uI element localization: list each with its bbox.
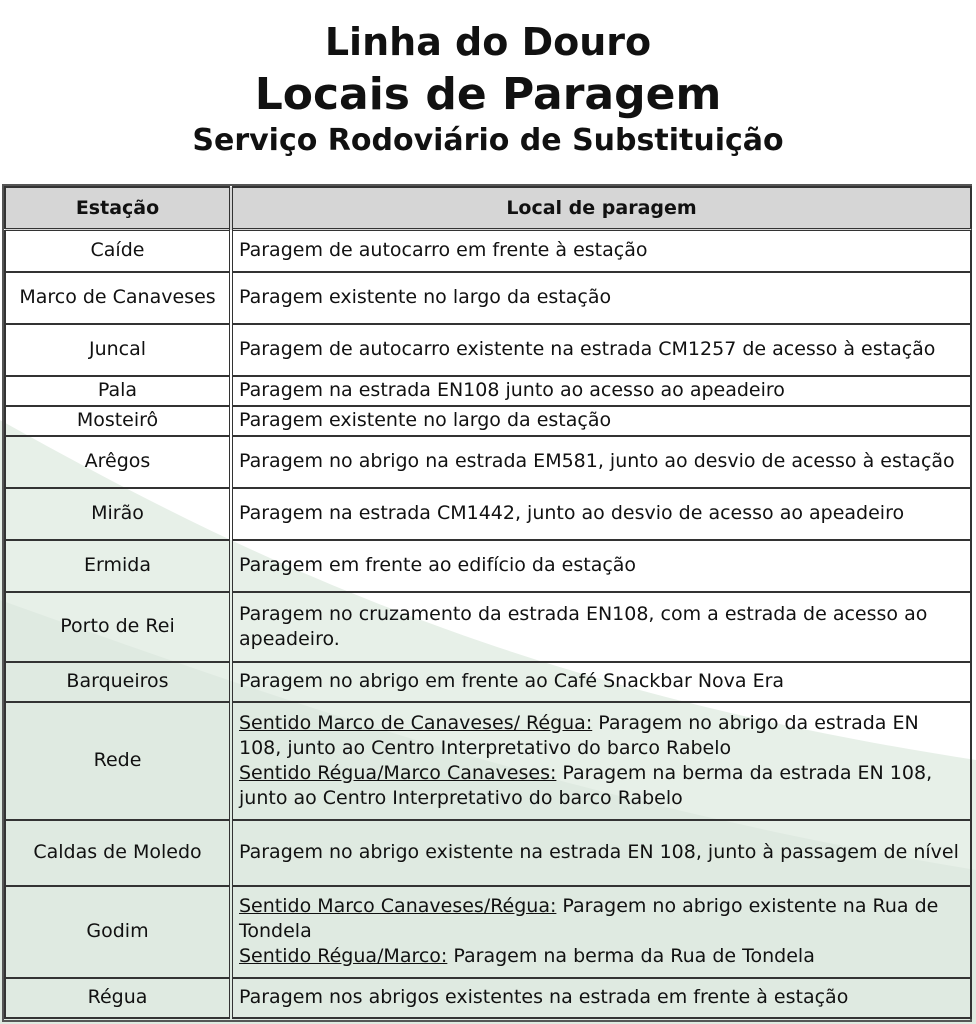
- table-row: [5, 272, 971, 324]
- header-station: Estação: [5, 187, 231, 230]
- table-row: [5, 406, 971, 436]
- subtitle: Serviço Rodoviário de Substituição: [192, 123, 784, 158]
- table-row: [5, 886, 971, 978]
- station-cell: Régua: [5, 978, 231, 1018]
- direction-label: Sentido Régua/Marco Canaveses:: [239, 761, 557, 784]
- station-cell: Rede: [5, 702, 231, 820]
- local-cell: Paragem na estrada EN108 junto ao acesso ao apeadeiro: [231, 376, 971, 406]
- local-cell: Paragem de autocarro em frente à estação: [231, 230, 971, 272]
- station-cell: Mosteirô: [5, 406, 231, 436]
- direction-label: Sentido Marco Canaveses/Régua:: [239, 895, 557, 917]
- local-cell: Paragem no cruzamento da estrada EN108, com a estrada de acesso ao apeadeiro.: [231, 592, 971, 662]
- table-row: [5, 702, 971, 820]
- header-local: Local de paragem: [231, 187, 971, 230]
- table-row: [5, 436, 971, 488]
- local-cell: Paragem nos abrigos existentes na estrada em frente à estação: [231, 978, 971, 1018]
- local-cell: Paragem existente no largo da estação: [231, 272, 971, 324]
- local-cell: Paragem no abrigo em frente ao Café Snackbar Nova Era: [231, 662, 971, 702]
- station-cell: Juncal: [5, 324, 231, 376]
- table-row: [5, 592, 971, 662]
- local-cell: [231, 702, 971, 820]
- table-header-row: [5, 187, 971, 230]
- local-cell: Paragem de autocarro existente na estrada CM1257 de acesso à estação: [231, 324, 971, 376]
- station-cell: Porto de Rei: [5, 592, 231, 662]
- local-cell: Paragem no abrigo existente na estrada EN 108, junto à passagem de nível: [231, 820, 971, 886]
- station-cell: Ermida: [5, 540, 231, 592]
- local-cell: Paragem existente no largo da estação: [231, 406, 971, 436]
- table-row: [5, 488, 971, 540]
- local-cell: [231, 886, 971, 978]
- direction-text: Paragem no abrigo existente na Rua de Tondela: [239, 895, 939, 942]
- station-cell: Pala: [5, 376, 231, 406]
- title-line: Linha do Douro: [324, 20, 652, 64]
- table-row: [5, 978, 971, 1018]
- station-cell: Marco de Canaveses: [5, 272, 231, 324]
- direction-text: Paragem no abrigo da estrada EN 108, junto ao Centro Interpretativo do barco Rabelo: [239, 711, 919, 759]
- direction-text: Paragem na berma da Rua de Tondela: [447, 945, 815, 967]
- station-cell: Arêgos: [5, 436, 231, 488]
- station-cell: Caldas de Moledo: [5, 820, 231, 886]
- direction-text: Paragem na berma da estrada EN 108, junto ao Centro Interpretativo do barco Rabelo: [239, 761, 933, 809]
- local-cell: Paragem na estrada CM1442, junto ao desvio de acesso ao apeadeiro: [231, 488, 971, 540]
- table-row: [5, 230, 971, 272]
- page-title: Locais de Paragem: [254, 69, 722, 120]
- table-row: [5, 820, 971, 886]
- station-cell: Caíde: [5, 230, 231, 272]
- table-row: [5, 662, 971, 702]
- stops-table: [4, 186, 972, 1019]
- direction-label: Sentido Régua/Marco:: [239, 945, 448, 967]
- station-cell: Barqueiros: [5, 662, 231, 702]
- table-row: [5, 540, 971, 592]
- local-cell: Paragem no abrigo na estrada EM581, junto ao desvio de acesso à estação: [231, 436, 971, 488]
- station-cell: Godim: [5, 886, 231, 978]
- table-row: [5, 324, 971, 376]
- station-cell: Mirão: [5, 488, 231, 540]
- table-row: [5, 376, 971, 406]
- local-cell: Paragem em frente ao edifício da estação: [231, 540, 971, 592]
- direction-label: Sentido Marco de Canaveses/ Régua:: [239, 711, 593, 734]
